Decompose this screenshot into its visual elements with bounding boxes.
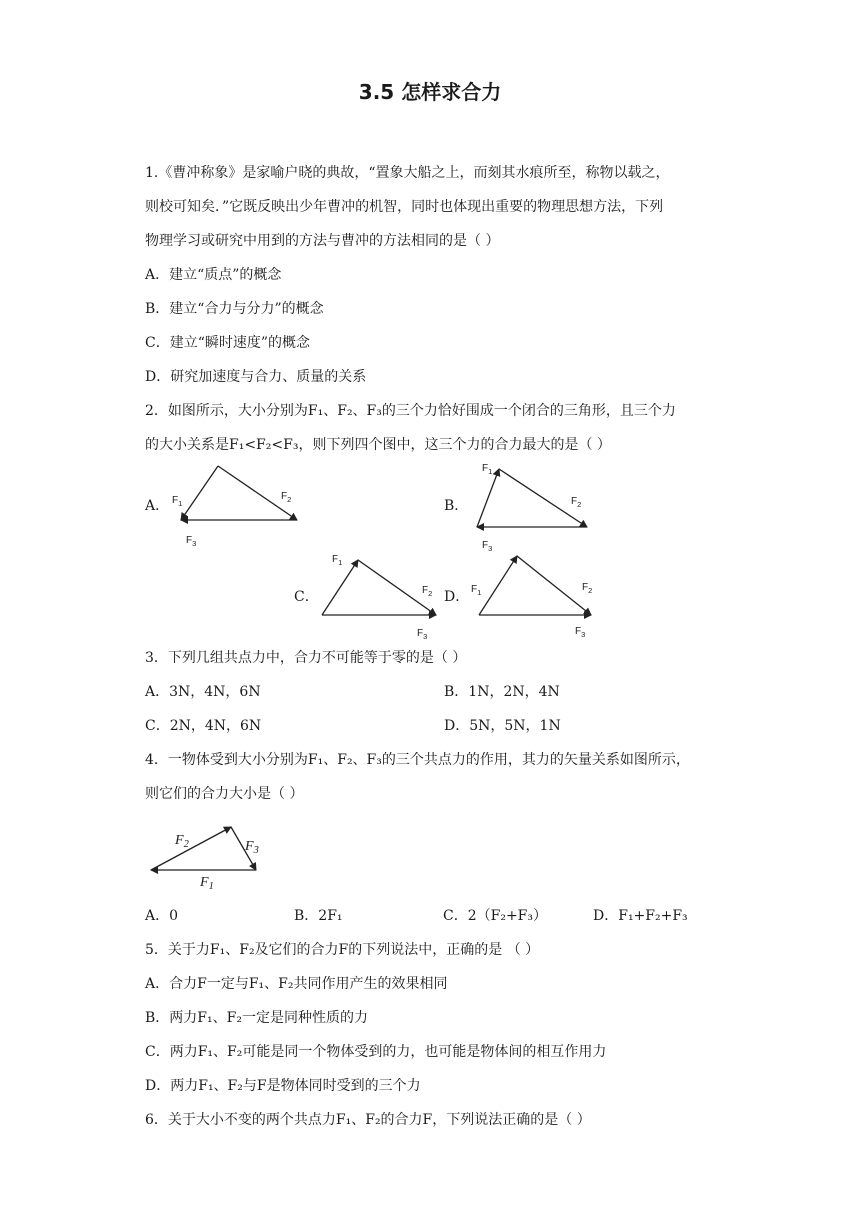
q2-line-1: 2．如图所示，大小分别为F₁、F₂、F₃的三个力恰好围成一个闭合的三角形，且三个力 — [145, 403, 676, 419]
force-f2-arrow — [151, 827, 231, 870]
q3-option-b[interactable]: B．1N，2N，4N — [444, 684, 560, 700]
q1-option-d[interactable]: D．研究加速度与合力、质量的关系 — [145, 369, 367, 385]
q1-option-a[interactable]: A．建立“质点”的概念 — [145, 267, 282, 283]
q5-option-b[interactable]: B．两力F₁、F₂一定是同种性质的力 — [145, 1010, 368, 1026]
q5-option-d[interactable]: D．两力F₁、F₂与F是物体同时受到的三个力 — [145, 1078, 421, 1094]
q4-line-1: 4．一物体受到大小分别为F₁、F₂、F₃的三个共点力的作用，其力的矢量关系如图所示， — [145, 752, 690, 768]
q2-figure-b — [465, 455, 615, 555]
f1-label: $F_1$ — [471, 584, 482, 597]
f2-label: $F_2$ — [175, 833, 189, 850]
f1-label: $F_1$ — [332, 554, 343, 567]
force-f1-arrow — [477, 469, 499, 527]
f3-label: $F_3$ — [245, 839, 259, 856]
q3-option-d[interactable]: D．5N，5N，1N — [444, 718, 561, 734]
q4-option-d[interactable]: D．F₁+F₂+F₃ — [593, 908, 688, 924]
f3-label: $F_3$ — [186, 535, 197, 548]
q1-line-2: 则校可知矣．”它既反映出少年曹冲的机智，同时也体现出重要的物理思想方法，下列 — [145, 199, 664, 215]
q3-line-1: 3．下列几组共点力中，合力不可能等于零的是（ ） — [145, 650, 467, 666]
q2-figure-d — [465, 548, 605, 648]
force-f1-arrow — [181, 466, 218, 520]
q2-option-a-label[interactable]: A． — [145, 498, 170, 514]
page-title: 3.5 怎样求合力 — [358, 80, 502, 104]
q1-line-3: 物理学习或研究中用到的方法与曹冲的方法相同的是（ ） — [145, 233, 500, 249]
force-f1-arrow-main — [479, 556, 517, 615]
force-f2-arrow — [517, 556, 591, 615]
f3-label: $F_3$ — [482, 540, 493, 553]
force-f1-arrow — [322, 560, 358, 615]
q6-line-1: 6．关于大小不变的两个共点力F₁、F₂的合力F，下列说法正确的是（ ） — [145, 1112, 591, 1128]
f2-label: $F_2$ — [281, 491, 292, 504]
q1-option-b[interactable]: B．建立“合力与分力”的概念 — [145, 301, 324, 317]
f3-label: $F_3$ — [575, 626, 586, 639]
q4-option-b[interactable]: B．2F₁ — [294, 908, 343, 924]
f2-label: $F_2$ — [582, 582, 593, 595]
f2-label: $F_2$ — [571, 496, 582, 509]
q1-option-c[interactable]: C．建立“瞬时速度”的概念 — [145, 335, 311, 351]
q2-option-b-label[interactable]: B． — [444, 498, 469, 514]
f1-label: $F_1$ — [172, 495, 183, 508]
q3-option-a[interactable]: A．3N，4N，6N — [145, 684, 261, 700]
q5-option-c[interactable]: C．两力F₁、F₂可能是同一个物体受到的力，也可能是物体间的相互作用力 — [145, 1044, 607, 1060]
q3-option-c[interactable]: C．2N，4N，6N — [145, 718, 262, 734]
q2-line-2: 的大小关系是F₁<F₂<F₃，则下列四个图中，这三个力的合力最大的是（ ） — [145, 437, 611, 453]
q2-option-c-label[interactable]: C． — [294, 589, 319, 605]
f2-label: $F_2$ — [422, 585, 433, 598]
q2-figure-c — [315, 545, 445, 645]
q4-option-c[interactable]: C．2（F₂+F₃） — [443, 908, 548, 924]
q5-line-1: 5．关于力F₁、F₂及它们的合力F的下列说法中，正确的是 （ ） — [145, 942, 540, 958]
f1-label: $F_1$ — [482, 463, 493, 476]
q4-option-a[interactable]: A．0 — [145, 908, 179, 924]
q1-line-1: 1.《曹冲称象》是家喻户晓的典故，“置象大船之上，而刻其水痕所至，称物以载之， — [145, 165, 670, 181]
q4-figure — [145, 818, 275, 893]
q2-figure-a — [165, 460, 315, 550]
q2-option-d-label[interactable]: D． — [444, 589, 470, 605]
q5-option-a[interactable]: A．合力F一定与F₁、F₂共同作用产生的效果相同 — [145, 976, 448, 992]
f1-label: $F_1$ — [200, 875, 214, 892]
f3-label: $F_3$ — [417, 628, 428, 641]
q4-line-2: 则它们的合力大小是（ ） — [145, 786, 304, 802]
